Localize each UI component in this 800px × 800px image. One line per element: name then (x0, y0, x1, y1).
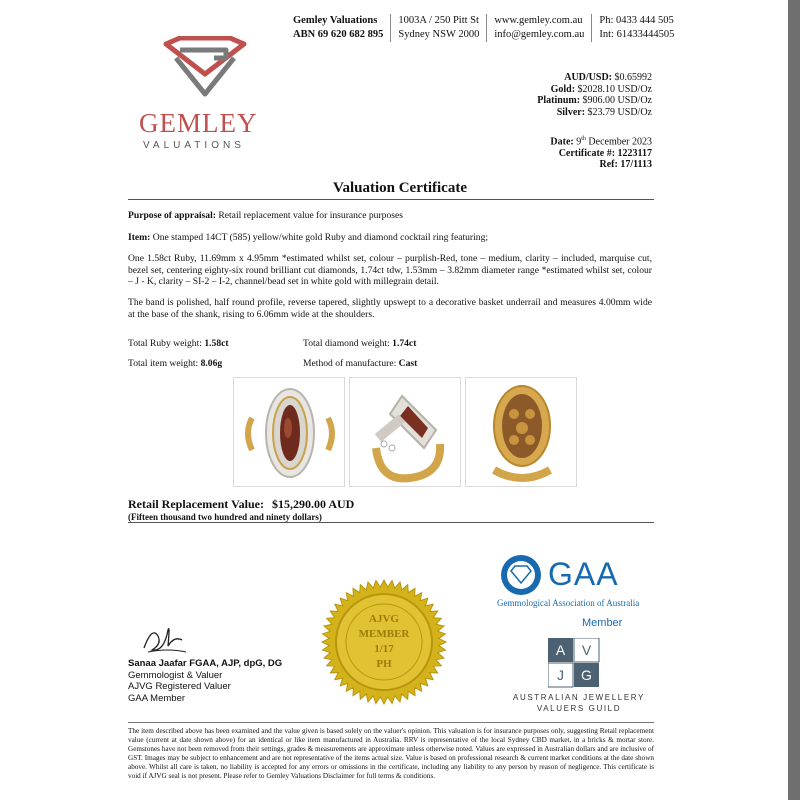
purpose-of-appraisal: Purpose of appraisal: Retail replacement value for insurance purposes (128, 210, 403, 221)
ring-photos (233, 377, 577, 487)
manufacture-method: Method of manufacture: Cast (303, 358, 418, 369)
ajvg-letter-g: G (581, 667, 592, 683)
contact-header (286, 14, 681, 42)
silver-rate: Silver: $23.79 USD/Oz (556, 106, 652, 118)
ajvg-line2: VALUERS GUILD (536, 704, 622, 713)
aud-usd-rate: AUD/USD: $0.65992 (564, 72, 652, 83)
ajvg-letter-a: A (555, 642, 566, 658)
ajvg-letter-j: J (557, 667, 564, 683)
phone-number: Ph: 0433 444 505 (599, 15, 674, 26)
seal-line3: 1/17 (374, 643, 394, 655)
brand-subtitle: VALUATIONS (143, 140, 245, 151)
signer-role3: GAA Member (128, 692, 186, 704)
disclaimer-divider (128, 722, 654, 723)
certificate-refs (550, 134, 652, 171)
seal-line4: PH (376, 658, 392, 670)
email-link[interactable]: info@gemley.com.au (494, 29, 585, 40)
platinum-rate: Platinum: $906.00 USD/Oz (537, 95, 652, 106)
handwritten-signature (138, 622, 190, 656)
seal-line1: AJVG (369, 613, 399, 625)
page-title: Valuation Certificate (332, 180, 467, 196)
signer-role2: AJVG Registered Valuer (128, 681, 231, 692)
gem-logo-icon (162, 36, 248, 100)
rrv-value: $15,290.00 AUD (271, 497, 355, 511)
band-description: The band is polished, half round profile, reverse tapered, slightly upswept to a decorative basket underrail and measures 4.00mm wide at the base of the shank, rising to 6.06mm wide at the shoulders. (128, 297, 652, 320)
ajvg-line1: AUSTRALIAN JEWELLERY (513, 693, 645, 702)
ring-front-photo (233, 377, 345, 487)
address-line1: 1003A / 250 Pitt St (398, 15, 479, 26)
rrv-in-words: (Fifteen thousand two hundred and ninety dollars) (128, 512, 322, 522)
company-abn: ABN 69 620 682 895 (293, 29, 384, 40)
ajvg-name (510, 692, 648, 714)
gaa-name: GAA (548, 556, 619, 592)
certificate-ref: Ref: 17/1113 (599, 159, 652, 171)
rrv-divider (128, 522, 654, 523)
market-rates (537, 72, 652, 118)
address-block (391, 14, 487, 42)
gaa-member-label: Member (582, 617, 623, 629)
rrv-label: Retail Replacement Value: (128, 497, 264, 511)
retail-replacement-value (128, 497, 354, 512)
address-line2: Sydney NSW 2000 (398, 29, 480, 40)
certificate-number: Certificate #: 1223117 (558, 147, 652, 159)
gaa-full-name: Gemmological Association of Australia (497, 598, 640, 608)
item-weight: Total item weight: 8.06g (128, 358, 223, 369)
ajvg-seal (320, 578, 448, 706)
item-description: One 1.58ct Ruby, 11.69mm x 4.95mm *estimated whilst set, colour – purplish-Red, tone – medium, clarity – included, marquise cut, bezel set, centering eighty-six round brilliant cut diamonds, 1.74ct tdw, 1.53mm – 3.82mm diameter range *estimated whilst set, colour – J - K, clarity – SI-2 – I-2, channel/bead set in white gold with millegrain detail. (128, 253, 652, 287)
page-edge-bar (788, 0, 800, 800)
gold-rate: Gold: $2028.10 USD/Oz (550, 83, 652, 95)
weights-row-2 (128, 358, 418, 370)
diamond-weight: Total diamond weight: 1.74ct (303, 338, 417, 349)
company-name: Gemley Valuations (293, 15, 378, 26)
ring-side-photo (349, 377, 461, 487)
certificate-date: Date: 9th December 2023 (550, 136, 652, 148)
intl-phone-number: Int: 61433444505 (599, 29, 675, 40)
ring-back-photo (465, 377, 577, 487)
web-block (487, 14, 592, 42)
title-divider (128, 199, 654, 200)
website-link[interactable]: www.gemley.com.au (494, 15, 583, 26)
item-summary: Item: One stamped 14CT (585) yellow/white gold Ruby and diamond cocktail ring featuring; (128, 232, 489, 243)
brand-name: GEMLEY (139, 108, 258, 138)
signer-role1: Gemmologist & Valuer (128, 669, 223, 681)
signer-block (128, 658, 282, 704)
disclaimer-text: The item described above has been examined and the value given is based solely on the valuer's opinion. This valuation is for insurance purposes only, suggesting Retail replacement value (current at date shown above) for an identical or like item manufactured in Australia. RRV is representative of the local Sydney CBD market, in a bricks & mortar store. Gemstones have not been removed from their settings, grades & measurements are approximate unless otherwise noted. Values are expressed in Australian dollars and are inclusive of GST. Images may be subject to enhancement and are not representative of the items actual size. Value is based on professional research & current market conditions at the date shown above. Whilst all care is taken, no liability is accepted for any errors or omissions in the certificate, including any liability to any person by reason of negligence. This certificate is void if AJVG seal is not present. Please refer to Gemley Valuations Disclaimer for full terms & conditions. (128, 727, 654, 780)
ruby-weight: Total Ruby weight: 1.58ct (128, 338, 229, 349)
phone-block (592, 14, 681, 42)
signer-name: Sanaa Jaafar FGAA, AJP, dpG, DG (128, 658, 283, 669)
company-block (286, 14, 391, 42)
ajvg-logo (548, 638, 600, 688)
ajvg-letter-v: V (581, 642, 592, 658)
weights-row-1 (128, 338, 417, 350)
seal-line2: MEMBER (358, 628, 410, 640)
